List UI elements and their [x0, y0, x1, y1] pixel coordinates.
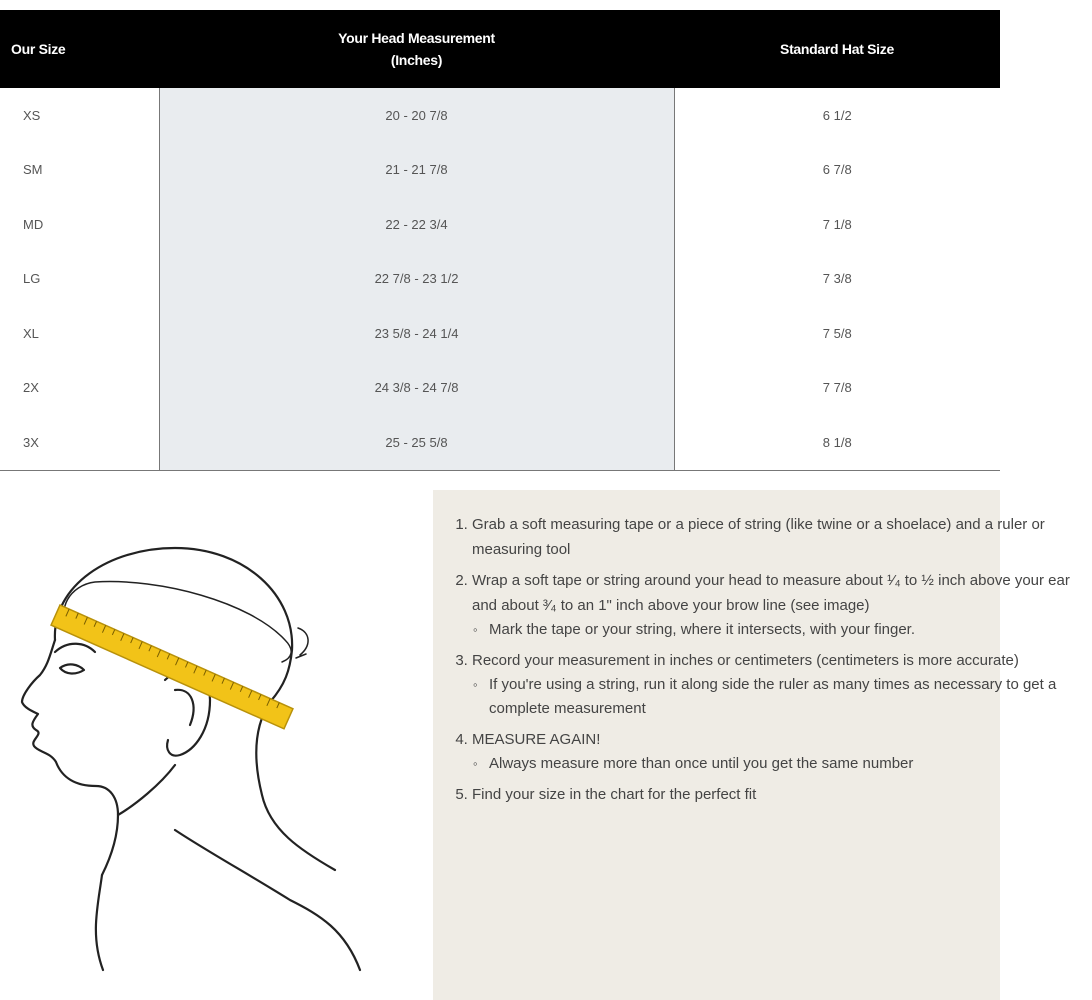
- measure-arrow: [296, 628, 308, 658]
- cell-size: 2X: [23, 380, 39, 396]
- cell-measurement: 22 7/8 - 23 1/2: [159, 252, 674, 307]
- table-row: [0, 88, 1000, 143]
- jaw-line: [118, 765, 175, 815]
- cell-size: MD: [23, 216, 44, 232]
- step-4-text: MEASURE AGAIN!: [472, 731, 601, 748]
- table-row: [0, 361, 1000, 416]
- header-head-measurement-line2: (Inches): [390, 52, 443, 68]
- eye-outline: [60, 664, 84, 673]
- face-outline: [22, 640, 118, 875]
- cell-measurement: 22 - 22 3/4: [159, 197, 674, 252]
- step-3-sub: ◦ If you're using a string, run it along side the ruler as many times as necessary to get a complete measurement: [489, 673, 1092, 721]
- table-row: [0, 197, 1000, 252]
- cell-size: XL: [23, 325, 39, 341]
- cell-measurement: 23 5/8 - 24 1/4: [159, 306, 674, 361]
- cell-size: SM: [23, 162, 43, 178]
- cell-hat-size: 7 7/8: [822, 380, 852, 396]
- ear-inner: [175, 690, 194, 725]
- cell-measurement: 20 - 20 7/8: [159, 88, 674, 143]
- table-row: [0, 306, 1000, 361]
- table-row: [0, 415, 1000, 470]
- cell-measurement: 25 - 25 5/8: [159, 415, 674, 470]
- cell-measurement: 21 - 21 7/8: [159, 143, 674, 198]
- cell-size: XS: [23, 107, 41, 123]
- step-2-text: Wrap a soft tape or string around your head to measure about ¹⁄₄ to ½ inch above your ear and about ³⁄₄ to an 1" inch above your brow line (see image): [472, 572, 1070, 614]
- header-our-size: Our Size: [0, 10, 159, 88]
- table-row: [0, 252, 1000, 307]
- header-head-measurement: [159, 10, 674, 88]
- cell-hat-size: 7 3/8: [822, 271, 852, 287]
- measuring-instructions: [433, 490, 1070, 1000]
- cell-size: 3X: [0, 415, 159, 470]
- step-4-sub: ◦ Always measure more than once until you get the same number: [489, 752, 1092, 776]
- step-2: [472, 568, 1092, 642]
- header-head-measurement-line1: Your Head Measurement: [338, 30, 495, 46]
- neck-front: [96, 875, 103, 970]
- shoulder-line: [175, 830, 360, 970]
- cell-hat-size: 6 1/2: [822, 107, 852, 123]
- header-hat-size: Standard Hat Size: [674, 10, 1000, 88]
- cell-size: LG: [23, 271, 41, 287]
- cell-hat-size: 7 5/8: [822, 325, 852, 341]
- head-measurement-illustration: [0, 530, 400, 980]
- size-chart-table: [0, 10, 1000, 471]
- brow-line: [55, 644, 95, 652]
- cell-measurement: 24 3/8 - 24 7/8: [159, 361, 674, 416]
- step-3: [472, 648, 1092, 721]
- tape-measure: [51, 605, 293, 729]
- cell-hat-size: 6 7/8: [822, 162, 852, 178]
- step-4: [472, 727, 1092, 776]
- step-3-text: Record your measurement in inches or centimeters (centimeters is more accurate): [472, 652, 1019, 669]
- instruction-steps: [433, 490, 1092, 807]
- table-row: [0, 143, 1000, 198]
- cell-hat-size: 8 1/8: [674, 415, 1000, 470]
- tape-body: [51, 605, 293, 729]
- step-1: 1. Grab a soft measuring tape or a piece of string (like twine or a shoelace) and a ruler or measuring tool: [472, 512, 1092, 562]
- step-5: 5. Find your size in the chart for the perfect fit: [472, 782, 1092, 807]
- table-header-row: [0, 10, 1000, 88]
- cell-hat-size: 7 1/8: [822, 216, 852, 232]
- step-2-sub: ◦ Mark the tape or your string, where it intersects, with your finger.: [489, 618, 1092, 642]
